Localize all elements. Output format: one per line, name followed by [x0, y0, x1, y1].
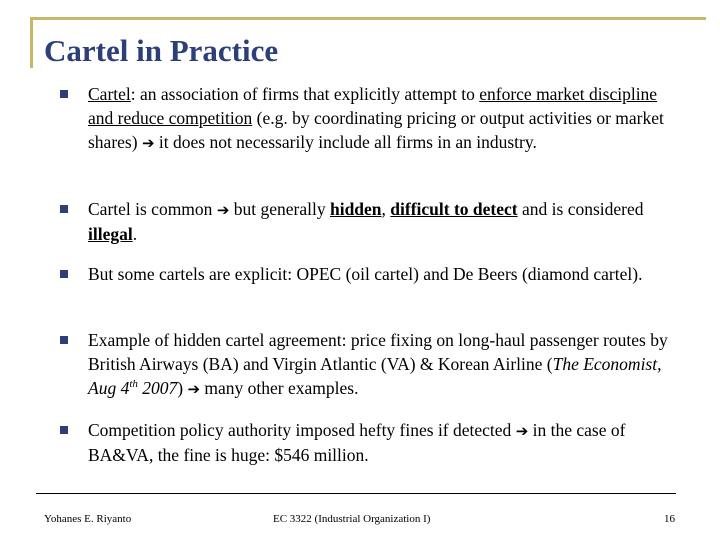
bullet-text: Cartel is common ➔ but generally hidden, difficult to detect and is considered illegal.	[88, 199, 644, 244]
footer-author: Yohanes E. Riyanto	[44, 513, 132, 525]
underlined-phrase: enforce market discipline and reduce competition	[88, 84, 658, 128]
right-arrow-icon: ➔	[515, 422, 529, 440]
term-cartel: Cartel	[88, 84, 131, 104]
bullet-square-icon	[60, 205, 68, 213]
emphasis-hidden: hidden	[329, 199, 382, 219]
bullet-square-icon	[60, 90, 68, 98]
right-arrow-icon: ➔	[216, 201, 230, 219]
bullet-text: Competition policy authority imposed hefty fines if detected ➔ in the case of BA&VA, the fine is huge: $546 million.	[88, 420, 626, 465]
title-frame-left	[30, 17, 33, 68]
bullet-text: Example of hidden cartel agreement: price fixing on long-haul passenger routes by British Airways (BA) and Virgin Atlantic (VA) & Korean Airline (The Economist, Aug 4th 2007) ➔ many other examples.	[88, 330, 668, 398]
bullet-square-icon	[60, 426, 68, 434]
slide-title: Cartel in Practice	[44, 33, 279, 68]
footer-divider	[36, 493, 676, 494]
right-arrow-icon: ➔	[141, 134, 155, 152]
bullet-square-icon	[60, 270, 68, 278]
title-frame-top	[30, 17, 706, 20]
citation: The Economist, Aug 4th 2007	[88, 354, 662, 398]
emphasis-illegal: illegal	[88, 224, 133, 244]
bullet-text: Cartel: an association of firms that explicitly attempt to enforce market discipline and reduce competition (e.g. by coordinating pricing or output activities or market shares) ➔ it does not necessarily include all firms in an industry.	[88, 84, 664, 152]
footer-course: EC 3322 (Industrial Organization I)	[273, 513, 431, 525]
bullet-text: But some cartels are explicit: OPEC (oil cartel) and De Beers (diamond cartel).	[88, 264, 643, 284]
emphasis-difficult-to-detect: difficult to detect	[390, 199, 518, 219]
right-arrow-icon: ➔	[187, 380, 201, 398]
bullet-square-icon	[60, 336, 68, 344]
footer-page-number: 16	[664, 513, 675, 525]
